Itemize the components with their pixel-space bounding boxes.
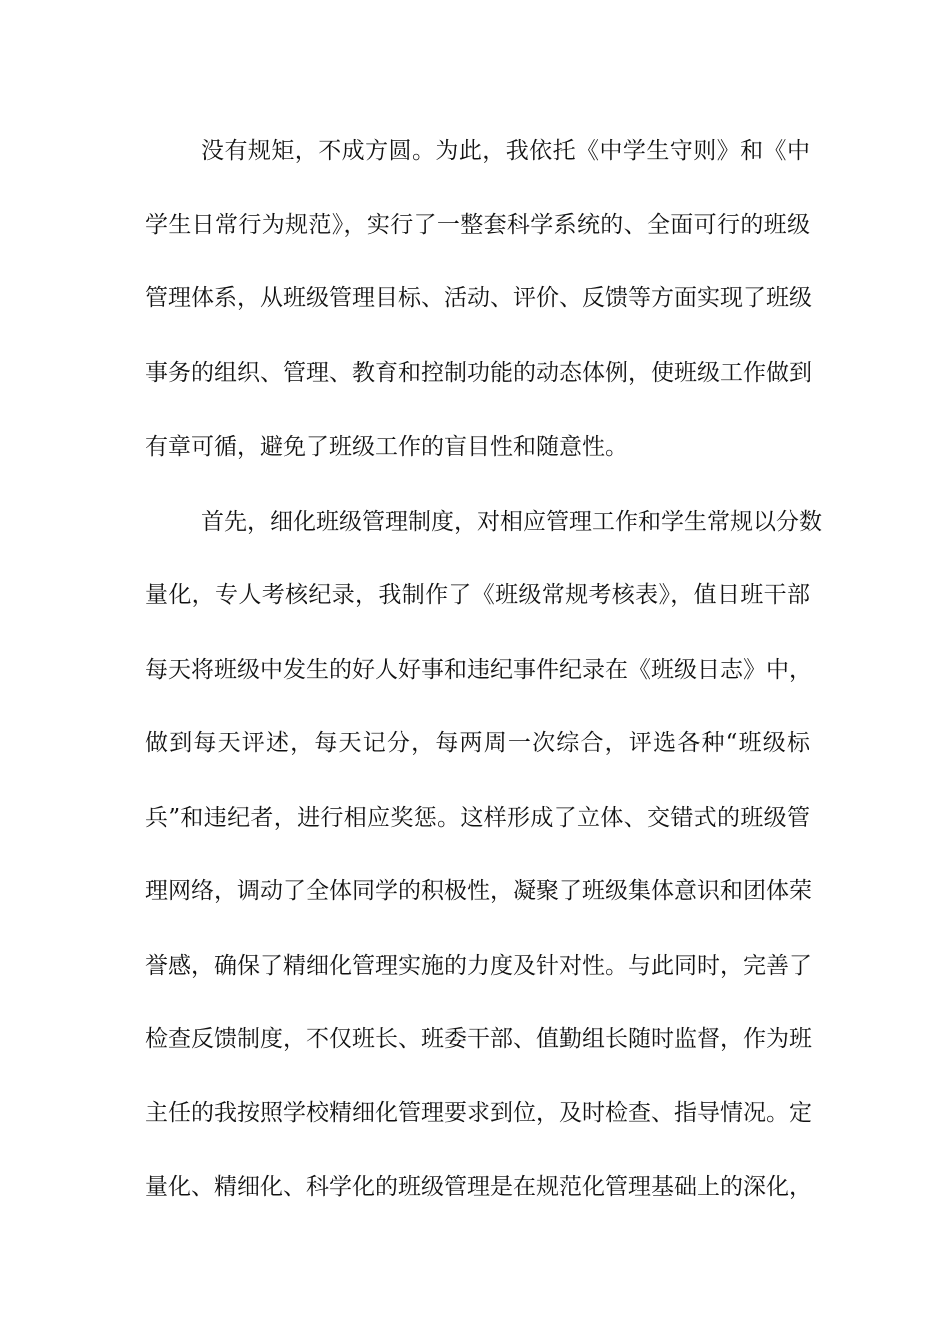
paragraph-2-line-4: 做到每天评述，每天记分，每两周一次综合，评选各种“班级标 — [145, 730, 810, 756]
paragraph-2-line-5: 兵”和违纪者，进行相应奖惩。这样形成了立体、交错式的班级管 — [145, 805, 810, 831]
paragraph-2-line-10: 量化、精细化、科学化的班级管理是在规范化管理基础上的深化， — [145, 1174, 812, 1200]
paragraph-1-line-4: 事务的组织、管理、教育和控制功能的动态体例，使班级工作做到 — [145, 360, 812, 386]
paragraph-2-line-7: 誉感，确保了精细化管理实施的力度及针对性。与此同时，完善了 — [145, 953, 812, 979]
paragraph-1-line-2: 学生日常行为规范》，实行了一整套科学系统的、全面可行的班级 — [145, 212, 810, 238]
paragraph-1-line-1: 没有规矩，不成方圆。为此，我依托《中学生守则》和《中 — [201, 138, 810, 164]
paragraph-2-line-8: 检查反馈制度，不仅班长、班委干部、值勤组长随时监督，作为班 — [145, 1026, 812, 1052]
paragraph-2-line-6: 理网络，调动了全体同学的积极性，凝聚了班级集体意识和团体荣 — [145, 878, 812, 904]
paragraph-1-line-3: 管理体系，从班级管理目标、活动、评价、反馈等方面实现了班级 — [145, 285, 812, 311]
paragraph-2-line-9: 主任的我按照学校精细化管理要求到位，及时检查、指导情况。定 — [145, 1100, 812, 1126]
paragraph-2-line-3: 每天将班级中发生的好人好事和违纪事件纪录在《班级日志》中， — [145, 657, 812, 683]
paragraph-2-line-2: 量化，专人考核纪录，我制作了《班级常规考核表》，值日班干部 — [145, 582, 810, 608]
paragraph-1-line-5: 有章可循，避免了班级工作的盲目性和随意性。 — [145, 434, 628, 460]
paragraph-2-line-1: 首先，细化班级管理制度，对相应管理工作和学生常规以分数 — [201, 509, 822, 535]
